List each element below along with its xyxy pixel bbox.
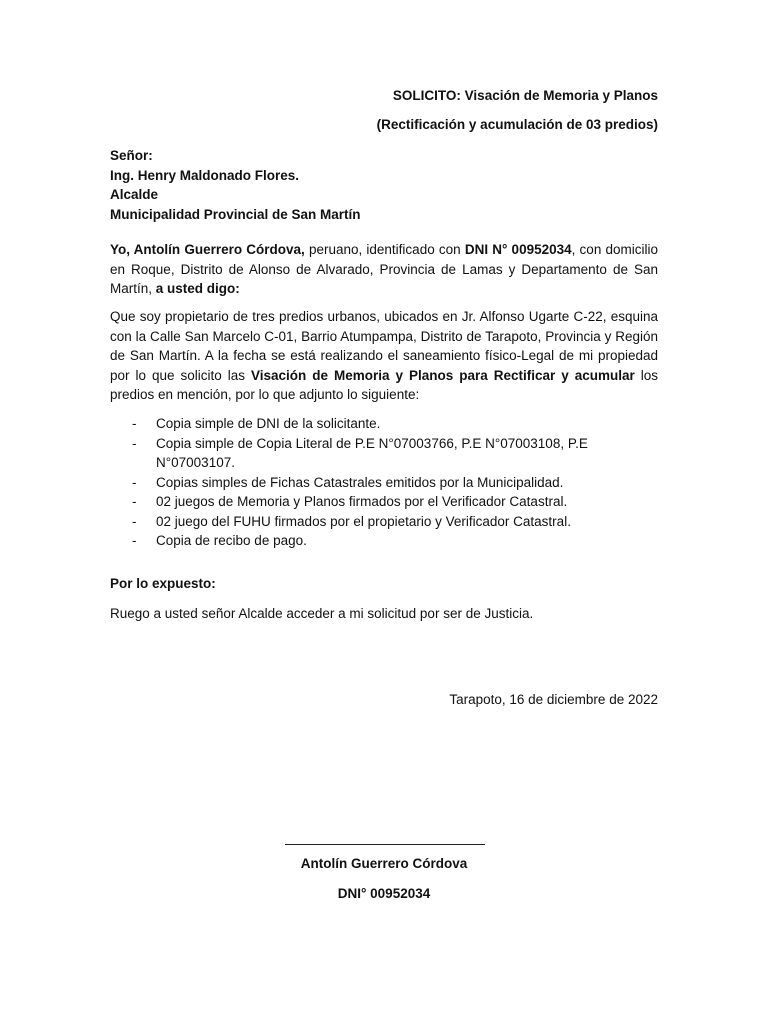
- addressee-block: [110, 146, 361, 224]
- intro-text-2: , con domicilio en Roque, Distrito de Alonso de Alvarado, Provincia de Lamas y Departamento de San Martín,: [110, 242, 659, 296]
- intro-paragraph: [110, 240, 658, 299]
- addressee-greeting: Señor:: [110, 148, 153, 163]
- list-dash: -: [132, 513, 137, 529]
- addressee-name: Ing. Henry Maldonado Flores.: [110, 167, 300, 183]
- applicant-name: Yo, Antolín Guerrero Córdova,: [110, 242, 305, 257]
- closing-label: Por lo expuesto:: [110, 576, 216, 591]
- body-paragraph: [110, 307, 658, 405]
- list-item: - 02 juegos de Memoria y Planos firmados por el Verificador Catastral.: [110, 492, 658, 512]
- list-dash: -: [132, 533, 137, 548]
- closing-text: Ruego a usted señor Alcalde acceder a mi solicitud por ser de Justicia.: [110, 606, 534, 621]
- addressee-institution: Municipalidad Provincial de San Martín: [110, 206, 361, 222]
- request-subtitle: (Rectificación y acumulación de 03 predios): [376, 117, 658, 132]
- list-dash: -: [132, 435, 137, 451]
- list-dash: -: [132, 416, 137, 431]
- applicant-dni: DNI N° 00952034: [464, 242, 572, 257]
- list-item: - Copia simple de Copia Literal de P.E N°07003766, P.E N°07003108, P.E N°07003107.: [132, 435, 588, 470]
- addressee-role: Alcalde: [110, 187, 159, 202]
- list-item: - Copia de recibo de pago.: [110, 531, 658, 551]
- signatory-name: Antolín Guerrero Córdova: [300, 856, 468, 871]
- body-request-bold: Visación de Memoria y Planos para Rectificar y acumular: [250, 367, 635, 383]
- document-date: Tarapoto, 16 de diciembre de 2022: [449, 692, 658, 707]
- body-text-1: Que soy propietario de tres predios urbanos, ubicados en Jr. Alfonso Ugarte C-22, esquina con la Calle San Marcelo C-01, Barrio Atumpampa, Distrito de Tarapoto, Provincia y Región de San Martín. A la fecha se está realizando el saneamiento físico-Legal de mi propiedad por lo que solicito las: [110, 309, 658, 383]
- list-dash: -: [132, 474, 137, 490]
- intro-ending: a usted digo:: [155, 281, 240, 296]
- list-item: - Copia simple de DNI de la solicitante.: [110, 414, 658, 434]
- list-item: - Copias simples de Fichas Catastrales emitidos por la Municipalidad.: [110, 473, 658, 493]
- list-dash: -: [132, 494, 137, 509]
- intro-text-1: peruano, identificado con: [304, 242, 465, 257]
- request-title: SOLICITO: Visación de Memoria y Planos: [392, 88, 658, 103]
- body-text-2: los predios en mención, por lo que adjunto lo siguiente:: [110, 367, 658, 402]
- attachments-list: [110, 414, 658, 551]
- signatory-dni: DNI° 00952034: [337, 886, 431, 901]
- list-item: - 02 juego del FUHU firmados por el propietario y Verificador Catastral.: [110, 512, 658, 532]
- signature-line: [285, 844, 485, 845]
